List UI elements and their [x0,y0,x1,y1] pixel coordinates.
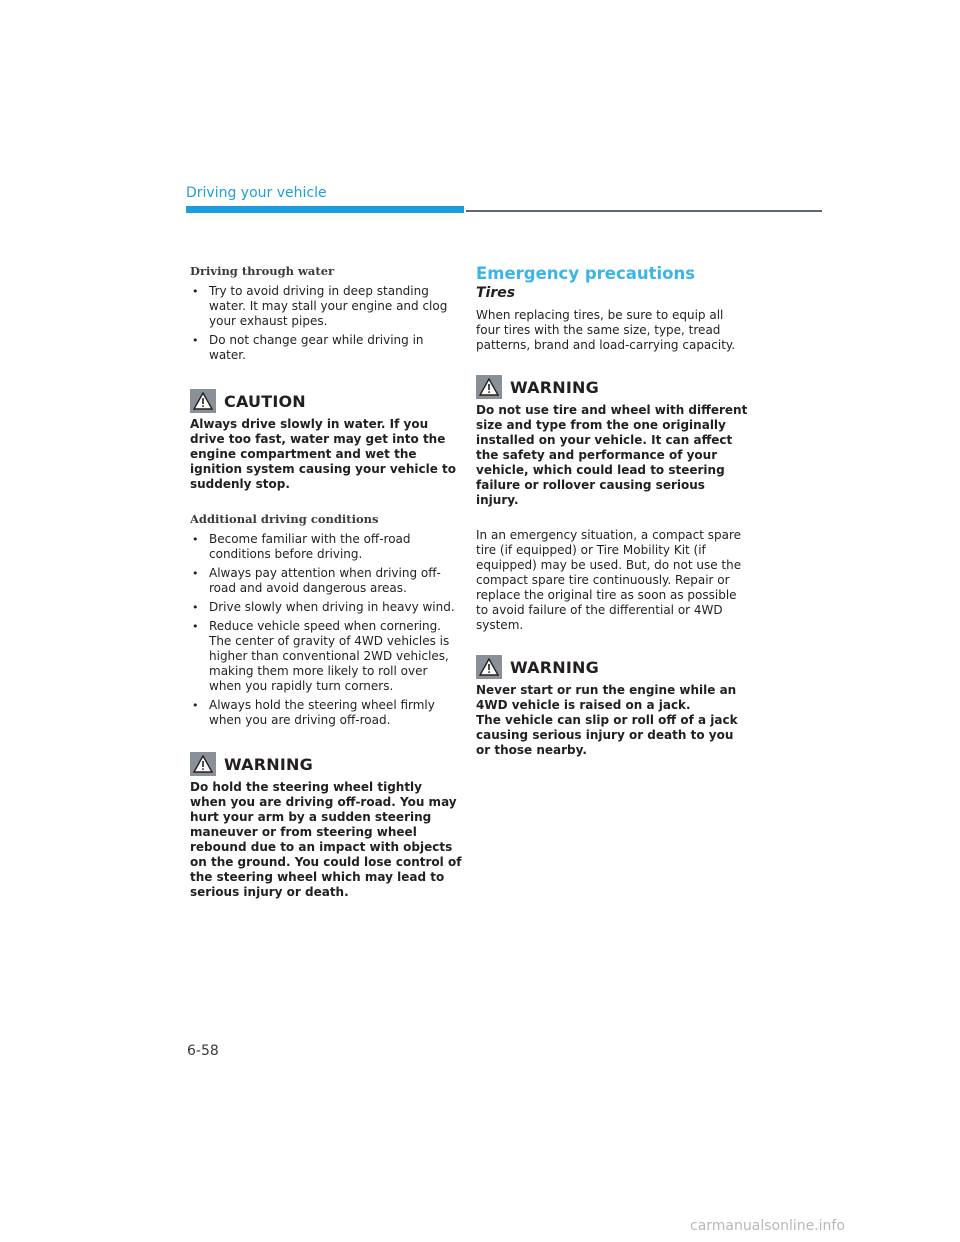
tires-heading: Tires [476,285,516,301]
caution-label: CAUTION [224,391,306,411]
water-heading: Driving through water [190,264,335,278]
warning-label: WARNING [510,657,599,677]
additional-heading: Additional driving conditions [190,512,379,526]
warning-label: WARNING [224,754,313,774]
warning-label: WARNING [510,377,599,397]
header-title: Driving your vehicle [186,185,327,201]
list-item: • Always hold the steering wheel firmly when you are driving off-road. [190,698,462,728]
right-column [476,264,748,758]
warning-header [190,752,462,776]
header-bar-rule [466,210,822,212]
tires-paragraph: When replacing tires, be sure to equip all four tires with the same size, type, tread patterns, brand and load-carrying capacity. [476,308,736,352]
warning-text-line1: Never start or run the engine while an 4WD vehicle is raised on a jack. [476,683,737,712]
list-item: • Try to avoid driving in deep standing water. It may stall your engine and clog your exhaust pipes. [190,284,462,329]
warning-triangle-icon [476,655,502,679]
left-column [190,264,462,900]
list-item: • Drive slowly when driving in heavy wind. [190,600,462,615]
section-title: Emergency precautions [476,264,696,283]
caution-header [190,389,462,413]
header-bar-accent [186,206,464,213]
warning-header [476,655,748,679]
additional-bullets [190,532,462,728]
emergency-paragraph: In an emergency situation, a compact spare tire (if equipped) or Tire Mobility Kit (if equipped) may be used. But, do not use the compact spare tire continuously. Repair or replace the original tire as soon as possible to avoid failure of the differential or 4WD system. [476,528,742,632]
list-item: • Reduce vehicle speed when cornering. The center of gravity of 4WD vehicles is higher than conventional 2WD vehicles, making them more likely to roll over when you rapidly turn corners. [190,619,462,694]
list-item: • Always pay attention when driving off-road and avoid dangerous areas. [190,566,462,596]
warning-triangle-icon [476,375,502,399]
warning-text: Do hold the steering wheel tightly when you are driving off-road. You may hurt your arm by a sudden steering maneuver or from steering wheel rebound due to an impact with objects on the ground. You could lose control of the steering wheel which may lead to serious injury or death. [190,780,462,899]
warning-triangle-icon [190,389,216,413]
warning-triangle-icon [190,752,216,776]
caution-text: Always drive slowly in water. If you drive too fast, water may get into the engine compartment and wet the ignition system causing your vehicle to suddenly stop. [190,417,457,491]
warning-text-line2: The vehicle can slip or roll off of a jack causing serious injury or death to you or those nearby. [476,713,738,757]
list-item: • Become familiar with the off-road conditions before driving. [190,532,462,562]
watermark: carmanualsonline.info [690,1218,845,1234]
warning-text: Do not use tire and wheel with different size and type from the one originally installed on your vehicle. It can affect the safety and performance of your vehicle, which could lead to steering failure or rollover causing serious injury. [476,403,748,507]
page-number: 6-58 [187,1043,219,1059]
list-item: • Do not change gear while driving in water. [190,333,462,363]
warning-header [476,375,748,399]
water-bullets [190,284,462,363]
